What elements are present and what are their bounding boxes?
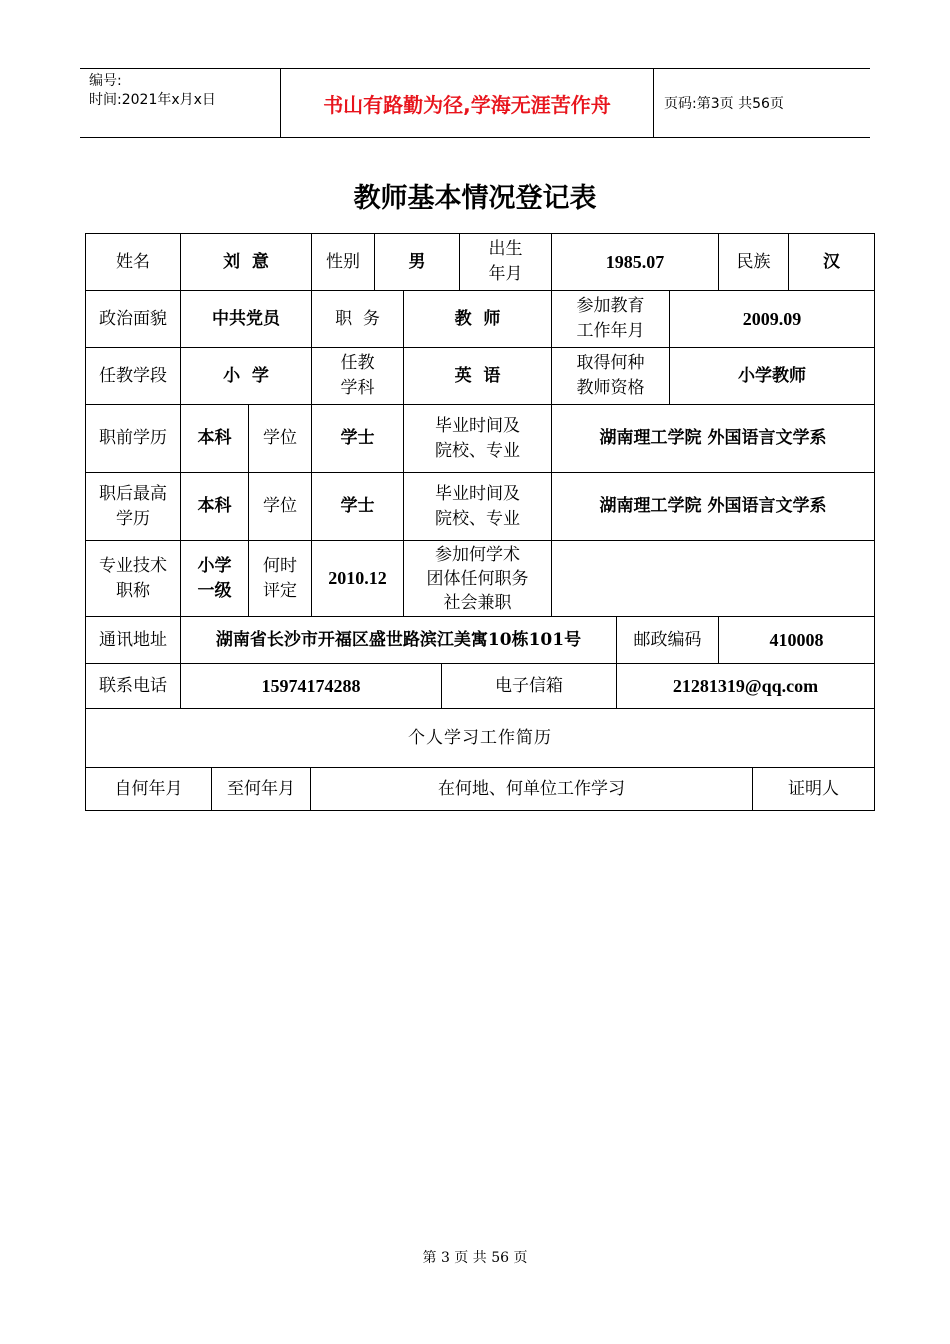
ethnicity-value: 汉 [788,233,875,291]
resume-heading: 个人学习工作简历 [85,708,875,768]
postcode-value: 410008 [718,616,875,664]
pre-grad-label: 毕业时间及 院校、专业 [403,404,552,473]
email-label: 电子信箱 [441,663,617,709]
position-label: 职 务 [311,290,404,348]
work-start-label: 参加教育 工作年月 [551,290,670,348]
page-title: 教师基本情况登记表 [353,183,597,214]
org-label: 参加何学术 团体任何职务 社会兼职 [403,540,552,617]
title-label: 专业技术 职称 [85,540,181,617]
post-degree-value: 学士 [311,472,404,541]
stage-value: 小 学 [180,347,312,405]
political-value: 中共党员 [180,290,312,348]
org-value [551,540,875,617]
work-start-value: 2009.09 [669,290,875,348]
pre-degree-label: 学位 [248,404,312,473]
header-meta [80,69,281,137]
page-footer: 第 3 页 共 56 页 [422,1250,528,1266]
address-value: 湖南省长沙市开福区盛世路滨江美寓10栋101号 [180,616,617,664]
pre-grad-value: 湖南理工学院 外国语言文学系 [551,404,875,473]
pre-edu-value: 本科 [180,404,249,473]
time-label: 时间:2021年x月x日 [89,92,216,108]
page-header [80,68,870,138]
birth-label: 出生 年月 [459,233,552,291]
phone-label: 联系电话 [85,663,181,709]
post-grad-label: 毕业时间及 院校、专业 [403,472,552,541]
col-from: 自何年月 [85,767,212,811]
header-motto: 书山有路勤为径,学海无涯苦作舟 [281,69,654,137]
post-degree-label: 学位 [248,472,312,541]
subject-value: 英 语 [403,347,552,405]
position-value: 教 师 [403,290,552,348]
gender-value: 男 [374,233,460,291]
col-where: 在何地、何单位工作学习 [310,767,753,811]
gender-label: 性别 [311,233,375,291]
address-label: 通讯地址 [85,616,181,664]
col-to: 至何年月 [211,767,311,811]
title-value: 小学 一级 [180,540,249,617]
subject-label: 任教 学科 [311,347,404,405]
name-value: 刘 意 [180,233,312,291]
postcode-label: 邮政编码 [616,616,719,664]
political-label: 政治面貌 [85,290,181,348]
post-edu-label: 职后最高 学历 [85,472,181,541]
birth-value: 1985.07 [551,233,719,291]
col-witness: 证明人 [752,767,875,811]
ethnicity-label: 民族 [718,233,789,291]
pre-edu-label: 职前学历 [85,404,181,473]
post-grad-value: 湖南理工学院 外国语言文学系 [551,472,875,541]
eval-value: 2010.12 [311,540,404,617]
cert-label: 取得何种 教师资格 [551,347,670,405]
header-page-info: 页码:第3页 共56页 [664,96,784,112]
phone-value: 15974174288 [180,663,442,709]
pre-degree-value: 学士 [311,404,404,473]
stage-label: 任教学段 [85,347,181,405]
post-edu-value: 本科 [180,472,249,541]
code-label: 编号: [89,73,122,89]
name-label: 姓名 [85,233,181,291]
cert-value: 小学教师 [669,347,875,405]
email-value: 21281319@qq.com [616,663,875,709]
eval-label: 何时 评定 [248,540,312,617]
